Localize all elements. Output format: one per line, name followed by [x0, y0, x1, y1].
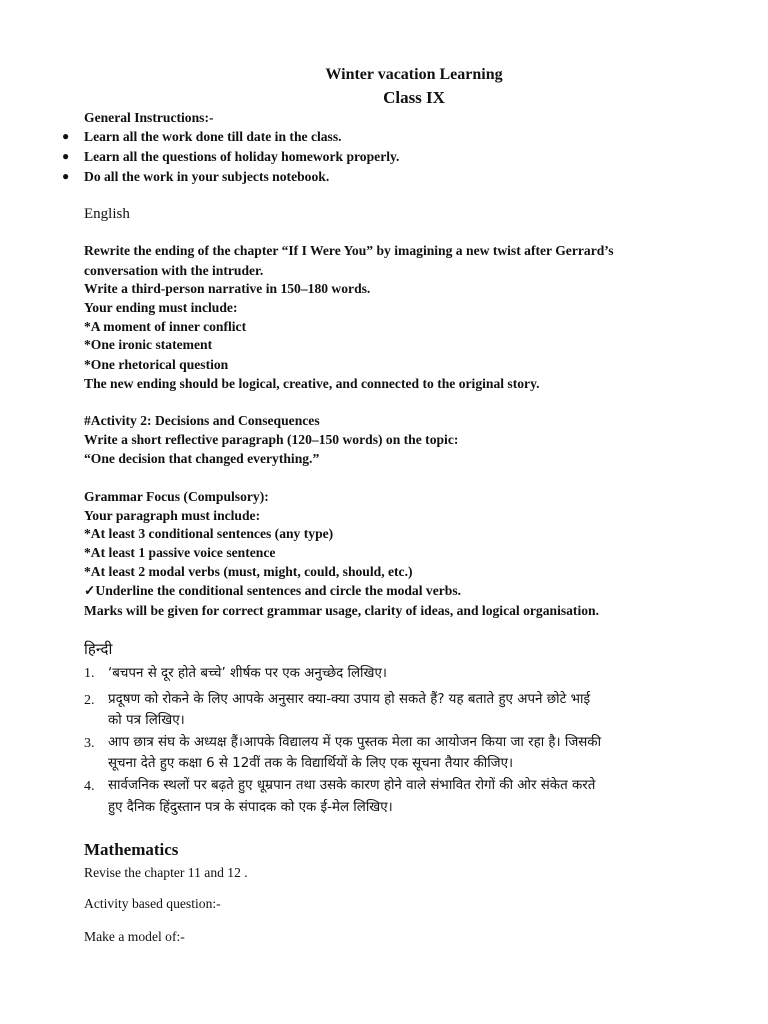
- math-line: Make a model of:-: [84, 929, 185, 944]
- hindi-item-text: सूचना देते हुए कक्षा 6 से 12वीं तक के विद्यार्थियों के लिए एक सूचना तैयार कीजिए।: [108, 756, 514, 771]
- grammar-line: *At least 2 modal verbs (must, might, could, should, etc.): [84, 564, 413, 579]
- grammar-line: *At least 3 conditional sentences (any type): [84, 526, 334, 541]
- class-label: Class IX: [383, 88, 445, 107]
- mathematics-heading: Mathematics: [84, 840, 179, 859]
- hindi-heading: हिन्दी: [84, 640, 113, 658]
- english-activity1-line: Rewrite the ending of the chapter “If I Were You” by imagining a new twist after Gerrard’s: [84, 243, 614, 258]
- english-activity1-line: Your ending must include:: [84, 300, 238, 315]
- bullet-icon: ●: [62, 149, 70, 163]
- hindi-item-number: 2.: [84, 693, 95, 708]
- grammar-line: *At least 1 passive voice sentence: [84, 545, 276, 560]
- english-activity2-line: Write a short reflective paragraph (120–150 words) on the topic:: [84, 432, 459, 447]
- grammar-line: ✓Underline the conditional sentences and circle the modal verbs.: [84, 583, 462, 598]
- hindi-item-text: आप छात्र संघ के अध्यक्ष हैं।आपके विद्यालय में एक पुस्तक मेला का आयोजन किया जा रहा है। जिसकी: [108, 735, 602, 750]
- hindi-item-text: सार्वजनिक स्थलों पर बढ़ते हुए धूम्रपान तथा उसके कारण होने वाले संभावित रोगों की ओर संकेत करते: [108, 778, 596, 793]
- hindi-item-text: हुए दैनिक हिंदुस्तान पत्र के संपादक को एक ई-मेल लिखिए।: [108, 800, 393, 815]
- hindi-item-text: प्रदूषण को रोकने के लिए आपके अनुसार क्या-क्या उपाय हो सकते हैं? यह बताते हुए अपने छोटे भाई: [108, 692, 591, 707]
- grammar-line: Your paragraph must include:: [84, 508, 261, 523]
- english-activity1-line: Write a third-person narrative in 150–180 words.: [84, 281, 371, 296]
- grammar-line: Marks will be given for correct grammar usage, clarity of ideas, and logical organisation.: [84, 603, 599, 618]
- bullet-icon: ●: [62, 169, 70, 183]
- english-activity1-line: *A moment of inner conflict: [84, 319, 247, 334]
- english-activity1-line: *One rhetorical question: [84, 357, 229, 372]
- instruction-item: Do all the work in your subjects notebook.: [84, 169, 330, 184]
- hindi-item-number: 4.: [84, 779, 95, 794]
- hindi-item-number: 1.: [84, 666, 95, 681]
- english-activity2-line: #Activity 2: Decisions and Consequences: [84, 413, 320, 428]
- english-activity2-line: “One decision that changed everything.”: [84, 451, 320, 466]
- instruction-item: Learn all the questions of holiday homework properly.: [84, 149, 400, 164]
- bullet-icon: ●: [62, 129, 70, 143]
- hindi-item-text: को पत्र लिखिए।: [108, 713, 185, 728]
- general-instructions-heading: General Instructions:-: [84, 110, 214, 125]
- document-title: Winter vacation Learning: [325, 66, 503, 83]
- english-activity1-line: *One ironic statement: [84, 337, 213, 352]
- math-line: Activity based question:-: [84, 896, 221, 911]
- hindi-item-number: 3.: [84, 736, 95, 751]
- english-activity1-line: The new ending should be logical, creative, and connected to the original story.: [84, 376, 540, 391]
- english-heading: English: [84, 206, 130, 222]
- math-line: Revise the chapter 11 and 12 .: [84, 865, 248, 880]
- grammar-line: Grammar Focus (Compulsory):: [84, 489, 269, 504]
- english-activity1-line: conversation with the intruder.: [84, 263, 264, 278]
- hindi-item-text: ‘बचपन से दूर होते बच्चे’ शीर्षक पर एक अनुच्छेद लिखिए।: [108, 666, 387, 681]
- instruction-item: Learn all the work done till date in the class.: [84, 129, 342, 144]
